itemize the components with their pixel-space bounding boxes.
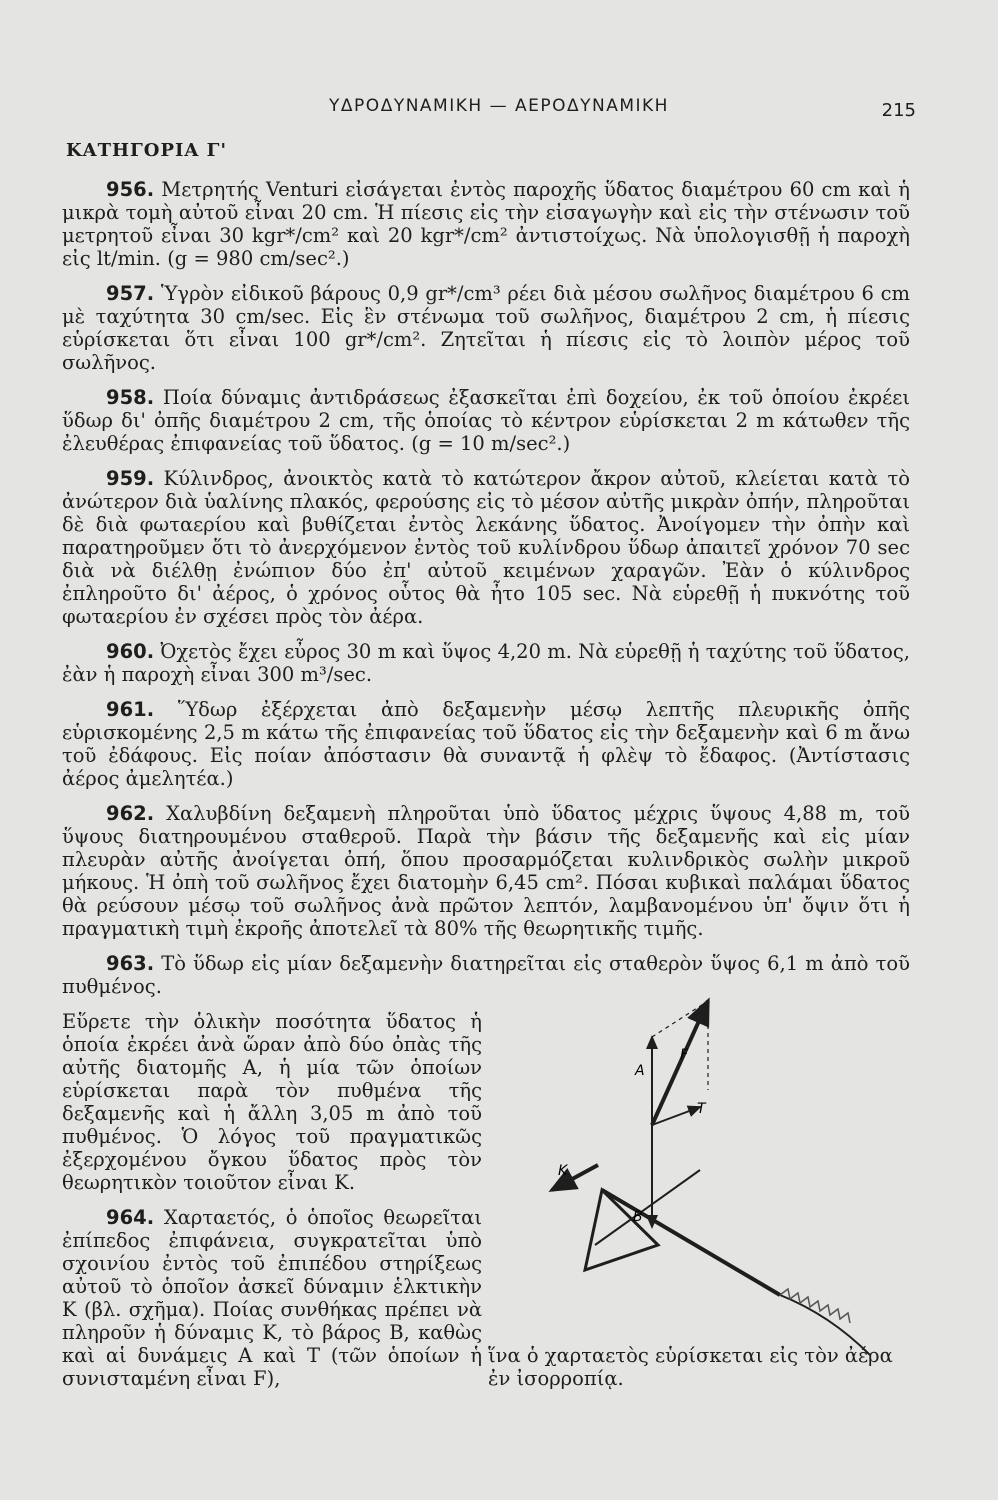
kite-tail (780, 1295, 870, 1355)
kite-spar (602, 1190, 780, 1295)
label-T: T (697, 1101, 706, 1117)
problem-961: 961. Ὕδωρ ἐξέρχεται ἀπὸ δεξαμενὴν μέσῳ λεπτῆς πλευρικῆς ὀπῆς εὑρισκομένης 2,5 m κάτω τῆς ἐπιφανείας τοῦ ὕδατος εἰς τὴν δεξαμενὴν καὶ 6 m ἄνω τοῦ ἐδάφους. Εἰς ποίαν ἀπόστασιν θὰ συναντᾷ ἡ φλὲψ τὸ ἔδαφος. (Ἀντίστασις ἀέρος ἀμελητέα.) (62, 698, 910, 790)
label-K: K (558, 1163, 568, 1179)
problem-962: 962. Χαλυβδίνη δεξαμενὴ πληροῦται ὑπὸ ὕδατος μέχρις ὕψους 4,88 m, τοῦ ὕψους διατηρουμένου σταθεροῦ. Παρὰ τὴν βάσιν τῆς δεξαμενῆς καὶ εἰς μίαν πλευρὰν αὐτῆς ἀνοίγεται ὀπή, ὅπου προσαρμόζεται κυλινδρικὸς σωλὴν μικροῦ μήκους. Ἡ ὀπὴ τοῦ σωλῆνος ἔχει διατομὴν 6,45 cm². Πόσαι κυβικαὶ παλάμαι ὕδατος θὰ ρεύσουν μέσῳ τοῦ σωλῆνος ἀνὰ πρῶτον λεπτόν, λαμβανομένου ὑπ' ὄψιν ὅτι ἡ πραγματικὴ τιμὴ ἐκροῆς ἀποτελεῖ τὰ 80% τῆς θεωρητικῆς τιμῆς. (62, 802, 910, 940)
category-heading: ΚΑΤΗΓΟΡΙΑ Γ' (66, 140, 227, 161)
label-B: B (633, 1209, 643, 1225)
problem-958: 958. Ποία δύναμις ἀντιδράσεως ἐξασκεῖται ἐπὶ δοχείου, ἐκ τοῦ ὁποίου ἐκρέει ὕδωρ δι' ὀπῆς διαμέτρου 2 cm, τῆς ὁποίας τὸ κέντρον εὑρίσκεται 2 m κάτωθεν τῆς ἐλευθέρας ἐπιφανείας τοῦ ὕδατος. (g = 10 m/sec².) (62, 386, 910, 455)
problem-964: 964. Χαρταετός, ὁ ὁποῖος θεωρεῖται ἐπίπεδος ἐπιφάνεια, συγκρατεῖται ὑπὸ σχοινίου ἐντὸς τοῦ ἐπιπέδου στηρίξεως αὐτοῦ τὸ ὁποῖον ἀσκεῖ δύναμιν ἑλκτικὴν Κ (βλ. σχῆμα). Ποίας συνθήκας πρέπει νὰ πληροῦν ἡ δύναμις Κ, τὸ βάρος Β, καθὼς καὶ αἱ δυνάμεις Α καὶ Τ (τῶν ὁποίων ἡ συνισταμένη εἶναι F), (62, 1206, 482, 1390)
problem-963: 963. Τὸ ὕδωρ εἰς μίαν δεξαμενὴν διατηρεῖται εἰς σταθερὸν ὕψος 6,1 m ἀπὸ τοῦ πυθμένος. (62, 952, 910, 998)
problem-964-last-line: ἵνα ὁ χαρταετὸς εὑρίσκεται εἰς τὸν ἀέρα ἐν ἰσορροπίᾳ. (488, 1344, 893, 1390)
problem-963-wrapped: Εὕρετε τὴν ὁλικὴν ποσότητα ὕδατος ἡ ὁποία ἐκρέει ἀνὰ ὥραν ἀπὸ δύο ὀπὰς τῆς αὐτῆς διατομῆς Α, ἡ μία τῶν ὁποίων εὑρίσκεται παρὰ τὸν πυθμένα τῆς δεξαμενῆς καὶ ἡ ἄλλη 3,05 m ἀπὸ τοῦ πυθμένος. Ὁ λόγος τοῦ πραγματικῶς ἐξερχομένου ὄγκου ὕδατος πρὸς τὸν θεωρητικὸν τοιοῦτον εἶναι Κ. 964. Χαρταετός, ὁ ὁποῖος θεωρεῖται ἐπίπεδος ἐπιφάνεια, συγκρατεῖται ὑπὸ σχοινίου ἐντὸς τοῦ ἐπιπέδου στηρίξεως αὐτοῦ τὸ ὁποῖον ἀσκεῖ δύναμιν ἑλκτικὴν Κ (βλ. σχῆμα). Ποίας συνθήκας πρέπει νὰ πληροῦν ἡ δύναμις Κ, τὸ βάρος Β, καθὼς καὶ αἱ δυνάμεις Α καὶ Τ (τῶν ὁποίων ἡ συνισταμένη εἶναι F), (62, 1010, 482, 1390)
problem-959: 959. Κύλινδρος, ἀνοικτὸς κατὰ τὸ κατώτερον ἄκρον αὐτοῦ, κλείεται κατὰ τὸ ἀνώτερον διὰ ὑαλίνης πλακός, φερούσης εἰς τὸ μέσον αὐτῆς μικρὰν ὀπήν, πληροῦται δὲ διὰ φωταερίου καὶ βυθίζεται ἐντὸς λεκάνης ὕδατος. Ἀνοίγομεν τὴν ὀπὴν καὶ παρατηροῦμεν ὅτι τὸ ἀνερχόμενον ἐντὸς τοῦ κυλίνδρου ὕδωρ ἀπαιτεῖ χρόνον 70 sec διὰ νὰ διέλθῃ ἐνώπιον δύο ἐπ' αὐτοῦ κειμένων χαραγῶν. Ἐὰν ὁ κύλινδρος ἐπληροῦτο δι' ἀέρος, ὁ χρόνος οὗτος θὰ ἦτο 105 sec. Νὰ εὑρεθῇ ἡ πυκνότης τοῦ φωταερίου ἐν σχέσει πρὸς τὸν ἀέρα. (62, 467, 910, 628)
problem-956: 956. Μετρητής Venturi εἰσάγεται ἐντὸς παροχῆς ὕδατος διαμέτρου 60 cm καὶ ἡ μικρὰ τομὴ αὐτοῦ εἶναι 20 cm. Ἡ πίεσις εἰς τὴν εἰσαγωγὴν καὶ εἰς τὴν στένωσιν τοῦ μετρητοῦ εἶναι 30 kgr*/cm² καὶ 20 kgr*/cm² ἀντιστοίχως. Νὰ ὑπολογισθῇ ἡ παροχὴ εἰς lt/min. (g = 980 cm/sec².) (62, 178, 910, 270)
label-A: A (635, 1063, 645, 1079)
page-number: 215 (881, 100, 916, 121)
problem-960: 960. Ὀχετὸς ἔχει εὖρος 30 m καὶ ὕψος 4,20 m. Νὰ εὑρεθῇ ἡ ταχύτης τοῦ ὕδατος, ἐὰν ἡ παροχὴ εἶναι 300 m³/sec. (62, 640, 910, 686)
kite-force-diagram (540, 985, 910, 1385)
label-F: F (680, 1047, 689, 1063)
running-title: ΥΔΡΟΔΥΝΑΜΙΚΗ — ΑΕΡΟΔΥΝΑΜΙΚΗ (329, 96, 669, 116)
kite-tail-frill (780, 1289, 850, 1323)
problem-957: 957. Ὑγρὸν εἰδικοῦ βάρους 0,9 gr*/cm³ ρέει διὰ μέσου σωλῆνος διαμέτρου 6 cm μὲ ταχύτητα 30 cm/sec. Εἰς ἓν στένωμα τοῦ σωλῆνος, διαμέτρου 2 cm, ἡ πίεσις εὑρίσκεται ὅτι εἶναι 100 gr*/cm². Ζητεῖται ἡ πίεσις εἰς τὸ λοιπὸν μέρος τοῦ σωλῆνος. (62, 282, 910, 374)
kite-outline (610, 1093, 650, 1385)
